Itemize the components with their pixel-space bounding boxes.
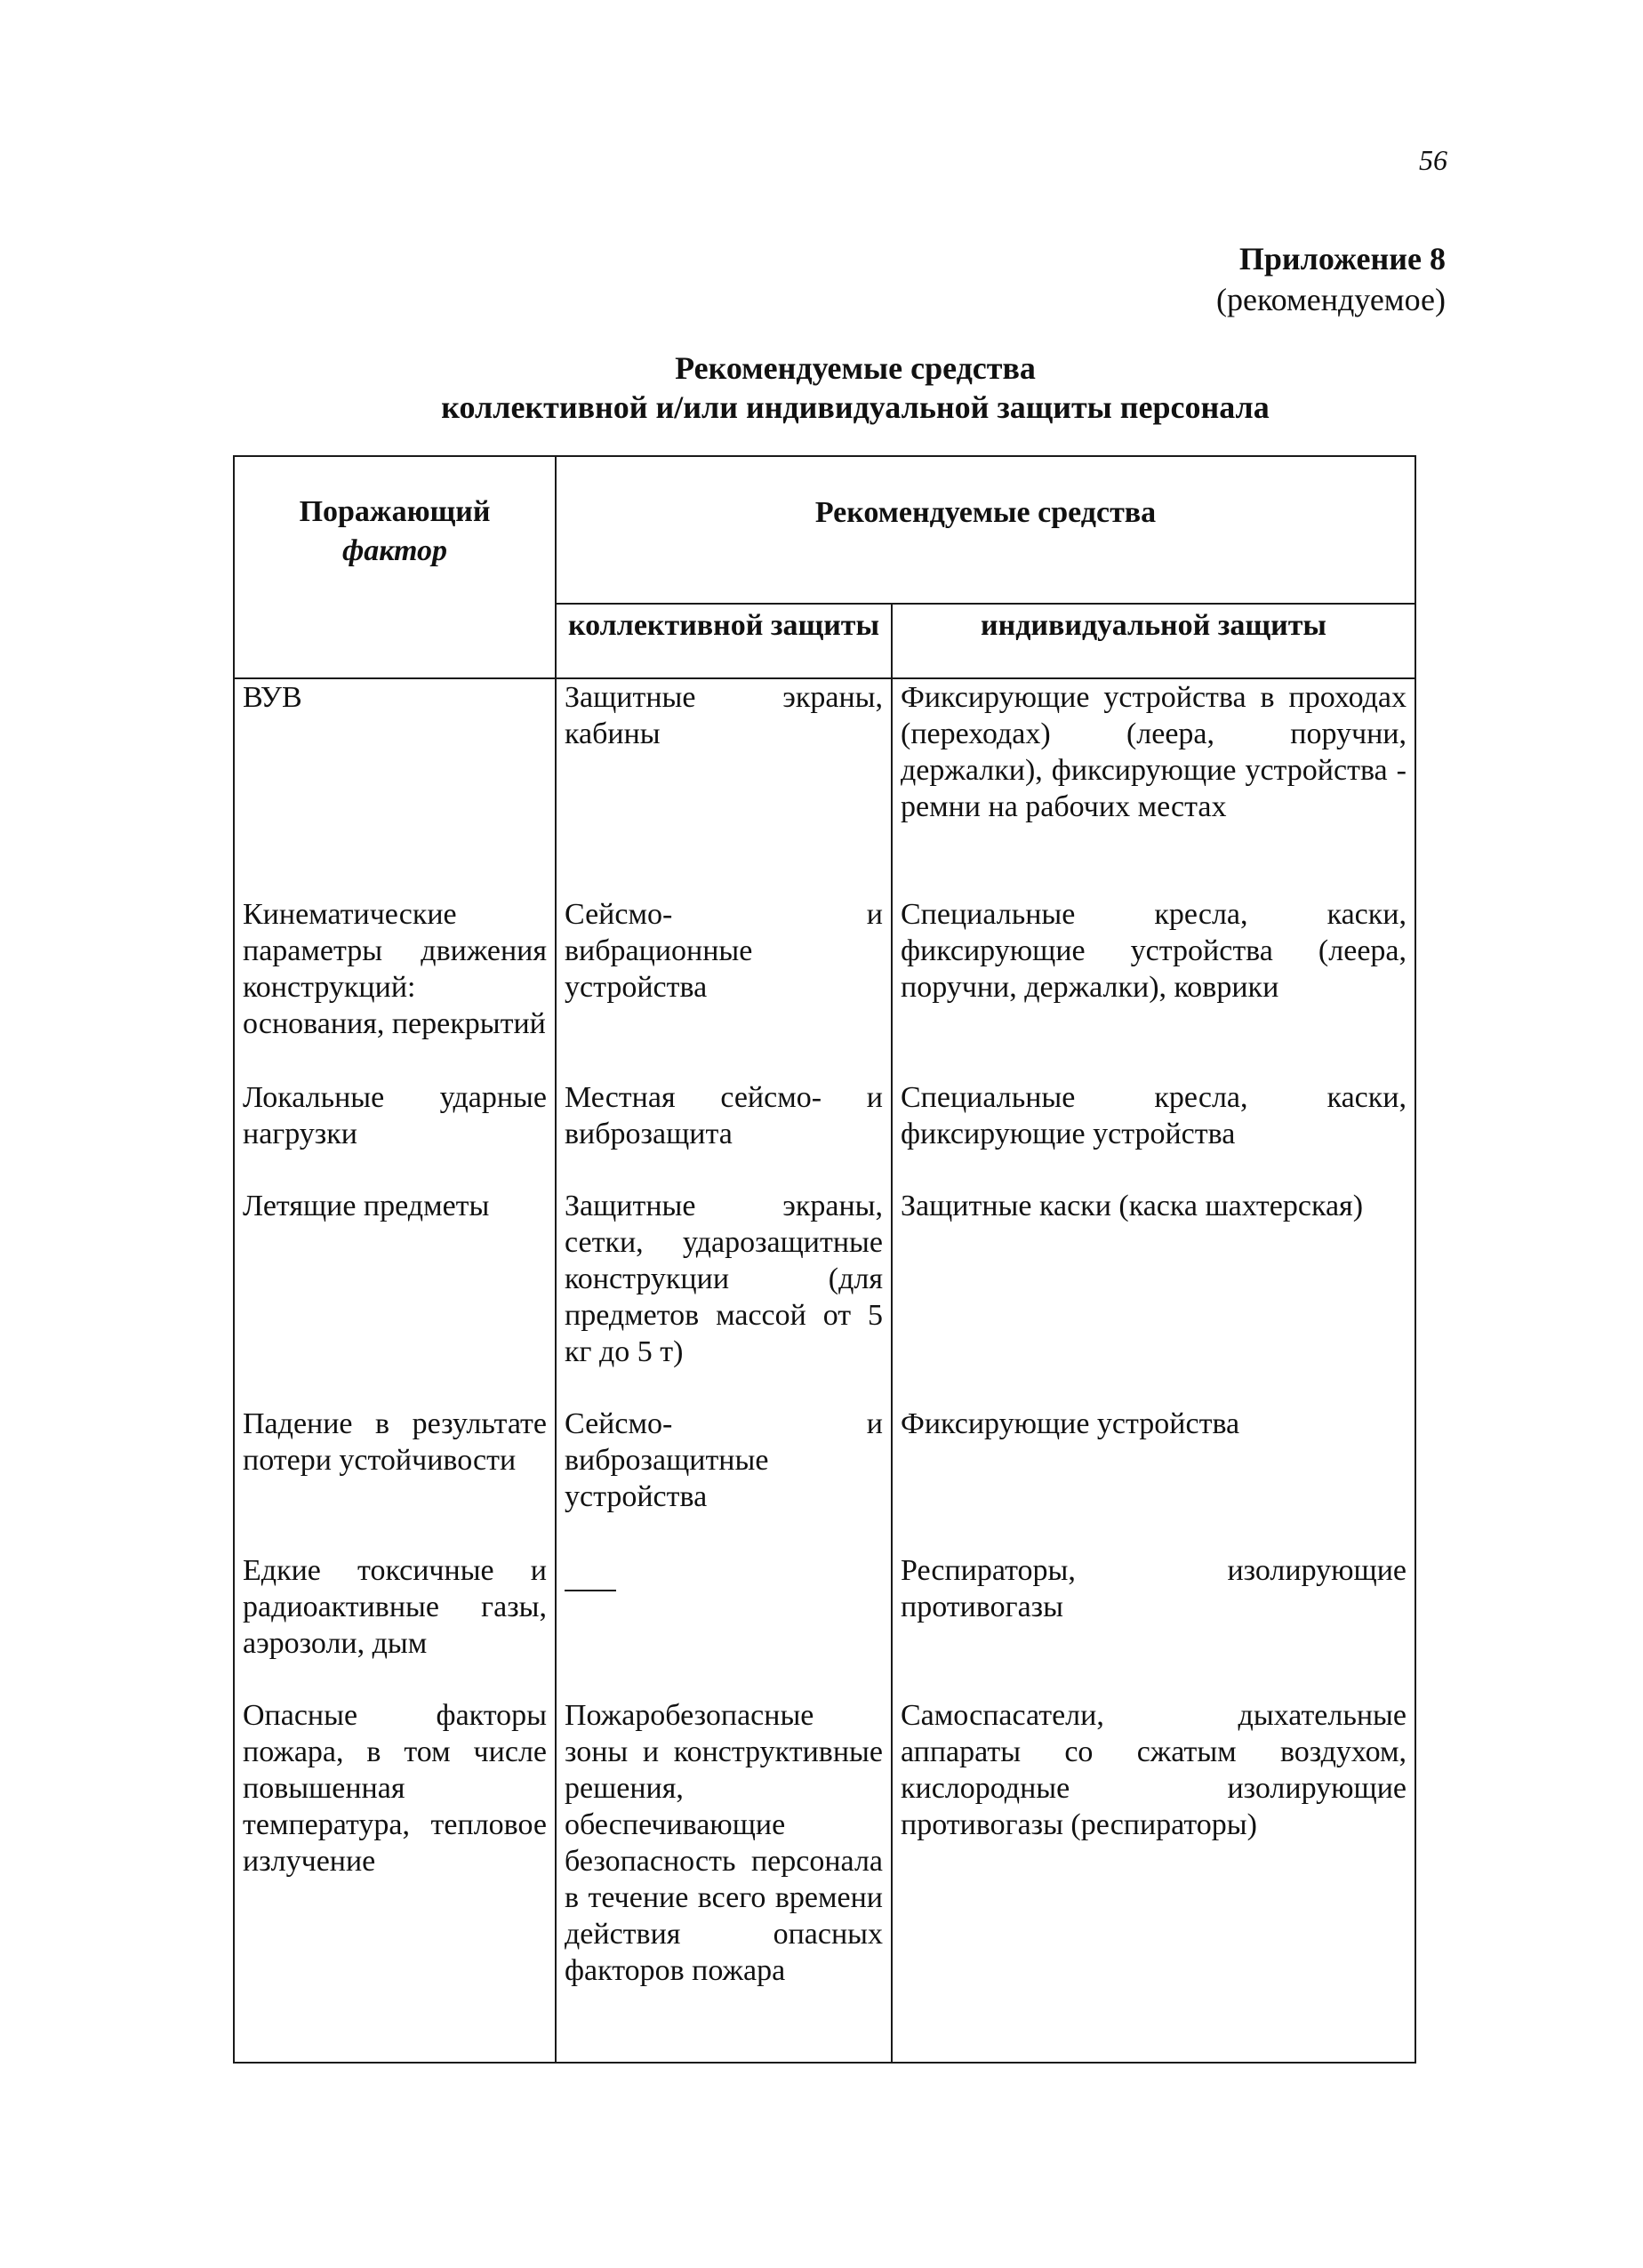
collective-cell: Сейсмо- и вибрационные устройства [556, 896, 892, 1079]
header-factor-line-2: фактор [341, 534, 448, 567]
collective-cell-empty [556, 1552, 892, 1697]
appendix-title: Приложение 8 [1238, 241, 1446, 276]
protection-means-table [233, 455, 1416, 2064]
appendix-header [1216, 238, 1446, 320]
factor-cell: Опасные факторы пожара, в том числе повышенная температура, тепловое излучение [234, 1697, 556, 2063]
collective-cell: Пожаробезопасные зоны и конструктивные решения, обеспечивающие безопасность персонала в течение всего времени действия опасных факторов пожара [556, 1697, 892, 2063]
table-row [234, 1406, 1415, 1552]
document-title-line-2: коллективной и/или индивидуальной защиты персонала [441, 389, 1270, 425]
table-row [234, 1552, 1415, 1697]
factor-cell: Кинематические параметры движения конструкций: основания, перекрытий [234, 896, 556, 1079]
page-number: 56 [1419, 144, 1447, 176]
header-individual: индивидуальной защиты [892, 604, 1415, 678]
header-recommended-means: Рекомендуемые средства [556, 456, 1415, 604]
individual-cell: Специальные кресла, каски, фиксирующие устройства (леера, поручни, держалки), коврики [892, 896, 1415, 1079]
document-title-line-1: Рекомендуемые средства [675, 350, 1036, 386]
individual-cell: Самоспасатели, дыхательные аппараты со сжатым воздухом, кислородные изолирующие противогазы (респираторы) [892, 1697, 1415, 2063]
table-row [234, 896, 1415, 1079]
table-row [234, 1697, 1415, 2063]
individual-cell: Защитные каски (каска шахтерская) [892, 1188, 1415, 1406]
individual-cell: Фиксирующие устройства [892, 1406, 1415, 1552]
factor-cell: Падение в результате потери устойчивости [234, 1406, 556, 1552]
table-row [234, 1079, 1415, 1188]
collective-cell: Защитные экраны, кабины [556, 678, 892, 896]
collective-cell: Защитные экраны, сетки, ударозащитные конструкции (для предметов массой от 5 кг до 5 т) [556, 1188, 892, 1406]
collective-cell: Местная сейсмо- и виброзащита [556, 1079, 892, 1188]
appendix-note: (рекомендуемое) [1216, 282, 1446, 317]
individual-cell: Фиксирующие устройства в проходах (переходах) (леера, поручни, держалки), фиксирующие устройства - ремни на рабочих местах [892, 678, 1415, 896]
table-row [234, 678, 1415, 896]
collective-cell: Сейсмо- и виброзащитные устройства [556, 1406, 892, 1552]
table-header-row [234, 456, 1415, 604]
individual-cell: Специальные кресла, каски, фиксирующие устройства [892, 1079, 1415, 1188]
header-factor-line-1: Поражающий [299, 495, 491, 528]
header-factor [234, 456, 556, 678]
dash-mark [565, 1590, 616, 1591]
factor-cell: Летящие предметы [234, 1188, 556, 1406]
individual-cell: Респираторы, изолирующие противогазы [892, 1552, 1415, 1697]
factor-cell: ВУВ [234, 678, 556, 896]
table-row [234, 1188, 1415, 1406]
header-collective: коллективной защиты [556, 604, 892, 678]
document-title [233, 349, 1478, 427]
factor-cell: Локальные ударные нагрузки [234, 1079, 556, 1188]
factor-cell: Едкие токсичные и радиоактивные газы, аэрозоли, дым [234, 1552, 556, 1697]
